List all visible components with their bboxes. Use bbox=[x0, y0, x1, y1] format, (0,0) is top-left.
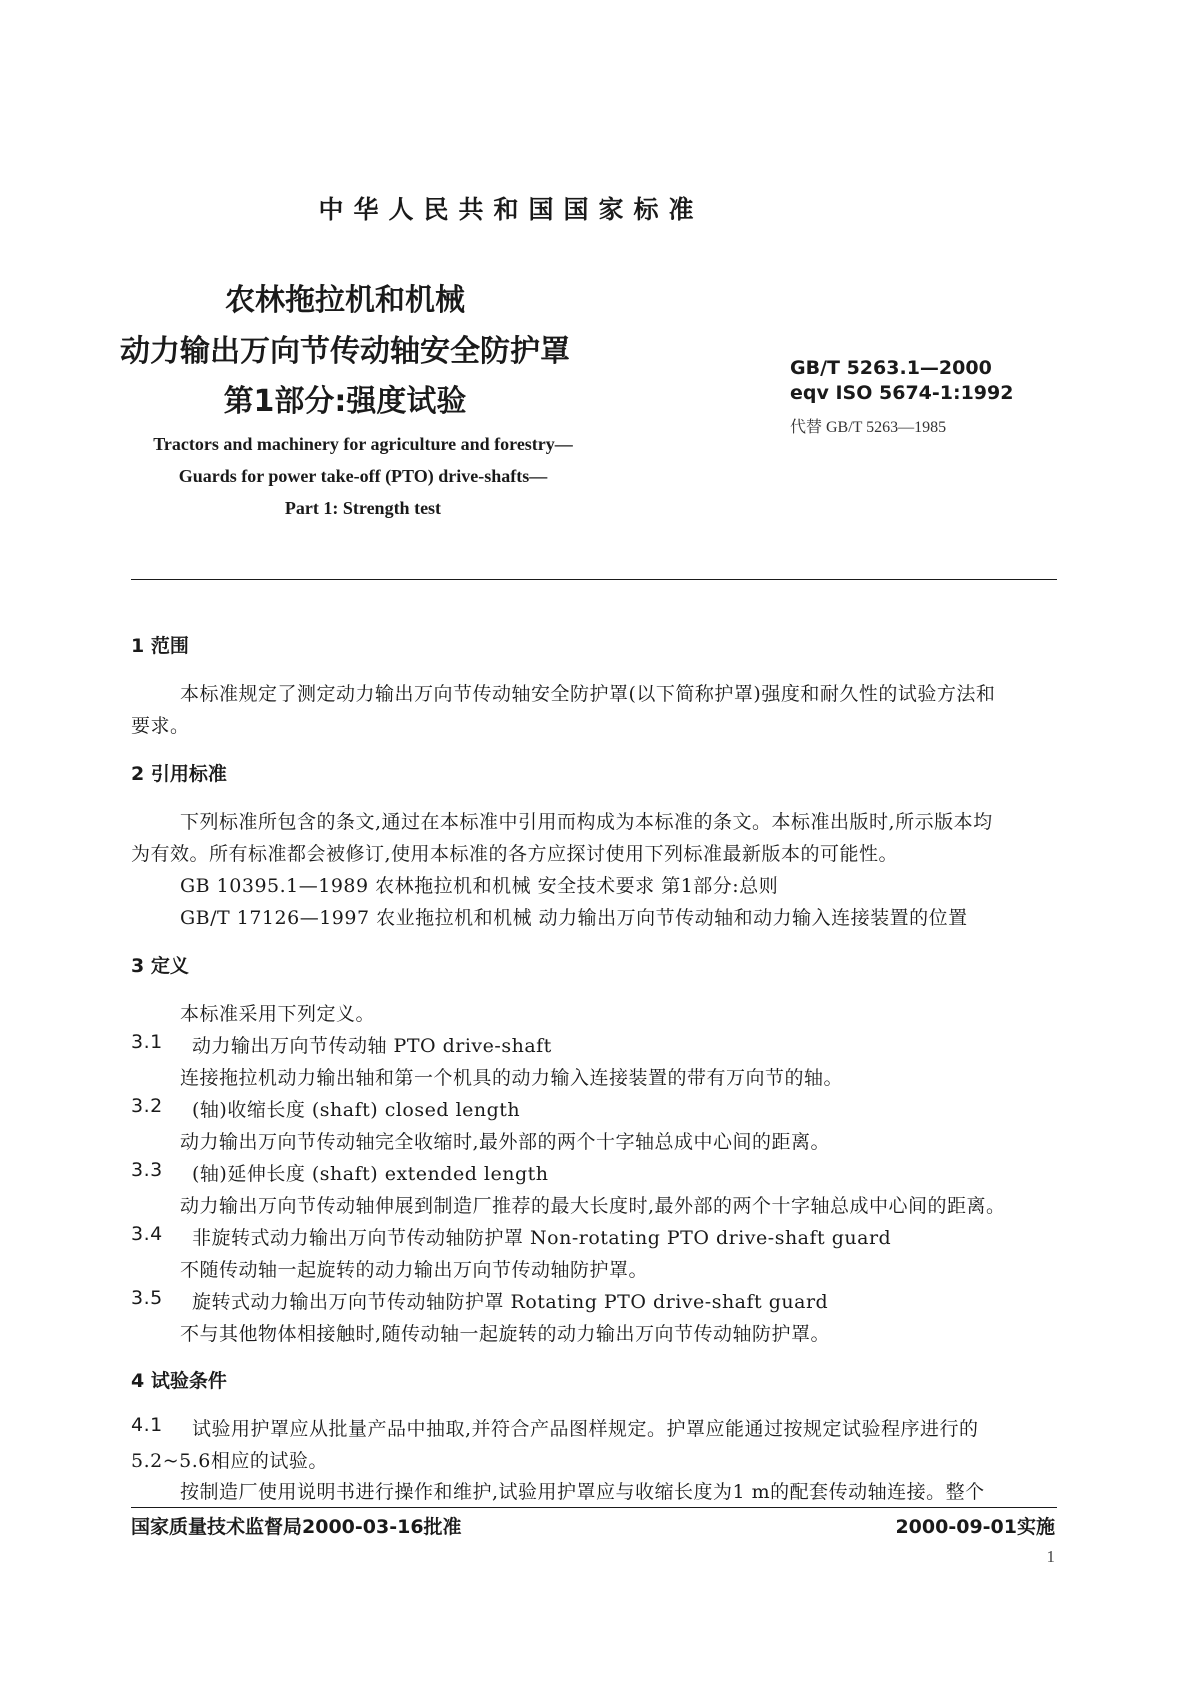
clause-text-line-1: 试验用护罩应从批量产品中抽取,并符合产品图样规定。护罩应能通过按规定试验程序进行的 bbox=[192, 1418, 979, 1440]
clause-number: 3.4 bbox=[131, 1223, 163, 1245]
header-divider bbox=[131, 579, 1057, 580]
section-3-intro: 本标准采用下列定义。 bbox=[180, 1003, 376, 1025]
section-2-paragraph-line-2: 为有效。所有标准都会被修订,使用本标准的各方应探讨使用下列标准最新版本的可能性。 bbox=[131, 843, 899, 865]
clause-number: 3.3 bbox=[131, 1159, 163, 1181]
definition-text: 动力输出万向节传动轴伸展到制造厂推荐的最大长度时,最外部的两个十字轴总成中心间的距离。 bbox=[180, 1195, 1006, 1217]
section-2-heading: 2 引用标准 bbox=[131, 763, 227, 785]
title-en-line-1: Tractors and machinery for agriculture and forestry— bbox=[153, 434, 573, 454]
section-1-heading: 1 范围 bbox=[131, 635, 189, 657]
definition-text: 动力输出万向节传动轴完全收缩时,最外部的两个十字轴总成中心间的距离。 bbox=[180, 1131, 831, 1153]
approval-date: 国家质量技术监督局2000-03-16批准 bbox=[131, 1516, 462, 1538]
title-zh-line-1: 农林拖拉机和机械 bbox=[225, 283, 465, 318]
definition-text: 不与其他物体相接触时,随传动轴一起旋转的动力输出万向节传动轴防护罩。 bbox=[180, 1323, 831, 1345]
footer-divider bbox=[131, 1507, 1057, 1508]
definition-term: 非旋转式动力输出万向节传动轴防护罩 Non-rotating PTO drive-shaft guard bbox=[192, 1227, 892, 1249]
title-zh-line-3: 第1部分:强度试验 bbox=[223, 384, 467, 419]
clause-number: 3.5 bbox=[131, 1287, 163, 1309]
definition-term: 旋转式动力输出万向节传动轴防护罩 Rotating PTO drive-shaft guard bbox=[192, 1291, 829, 1313]
section-4-heading: 4 试验条件 bbox=[131, 1370, 227, 1392]
title-en-line-3: Part 1: Strength test bbox=[284, 498, 442, 518]
section-3-heading: 3 定义 bbox=[131, 955, 189, 977]
reference-1: GB 10395.1—1989 农林拖拉机和机械 安全技术要求 第1部分:总则 bbox=[180, 875, 779, 897]
definition-term: (轴)延伸长度 (shaft) extended length bbox=[192, 1163, 549, 1185]
definition-text: 不随传动轴一起旋转的动力输出万向节传动轴防护罩。 bbox=[180, 1259, 649, 1281]
implementation-date: 2000-09-01实施 bbox=[895, 1516, 1055, 1538]
clause-number: 3.1 bbox=[131, 1031, 163, 1053]
section-1-paragraph-line-1: 本标准规定了测定动力输出万向节传动轴安全防护罩(以下简称护罩)强度和耐久性的试验方法和 bbox=[180, 683, 996, 705]
clause-text-line-3: 按制造厂使用说明书进行操作和维护,试验用护罩应与收缩长度为1 m的配套传动轴连接。整个 bbox=[180, 1481, 985, 1503]
section-2-paragraph-line-1: 下列标准所包含的条文,通过在本标准中引用而构成为本标准的条文。本标准出版时,所示版本均 bbox=[180, 811, 993, 833]
title-en-line-2: Guards for power take-off (PTO) drive-shafts— bbox=[178, 466, 548, 486]
standard-code: GB/T 5263.1—2000 bbox=[790, 357, 992, 379]
title-zh-line-2: 动力输出万向节传动轴安全防护罩 bbox=[120, 334, 570, 369]
page-number: 1 bbox=[1046, 1547, 1055, 1566]
definition-term: (轴)收缩长度 (shaft) closed length bbox=[192, 1099, 521, 1121]
clause-number: 4.1 bbox=[131, 1414, 163, 1436]
section-1-paragraph-line-2: 要求。 bbox=[131, 715, 190, 737]
definition-text: 连接拖拉机动力输出轴和第一个机具的动力输入连接装置的带有万向节的轴。 bbox=[180, 1067, 844, 1089]
reference-2: GB/T 17126—1997 农业拖拉机和机械 动力输出万向节传动轴和动力输入连接装置的位置 bbox=[180, 907, 968, 929]
clause-number: 3.2 bbox=[131, 1095, 163, 1117]
national-standard-heading: 中华人民共和国国家标准 bbox=[318, 195, 704, 224]
equivalent-iso-code: eqv ISO 5674-1:1992 bbox=[790, 382, 1014, 404]
clause-text-line-2: 5.2~5.6相应的试验。 bbox=[131, 1450, 328, 1472]
replaces-code: 代替 GB/T 5263—1985 bbox=[790, 419, 947, 436]
definition-term: 动力输出万向节传动轴 PTO drive-shaft bbox=[192, 1035, 552, 1057]
